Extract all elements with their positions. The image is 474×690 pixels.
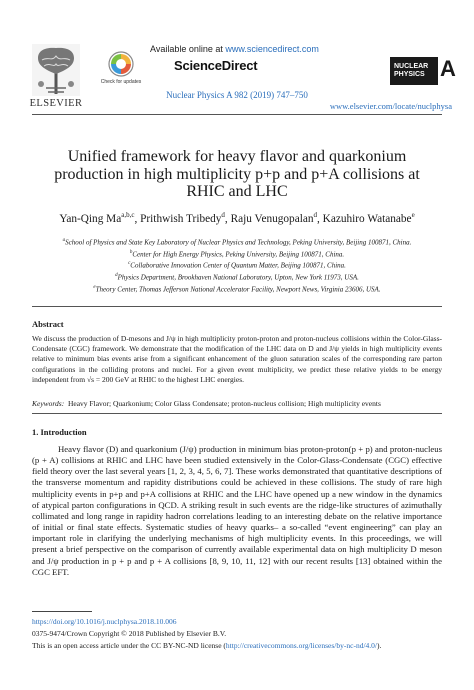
- available-prefix: Available online at: [150, 44, 226, 54]
- section-body: Heavy flavor (D) and quarkonium (J/ψ) production in minimum bias proton-proton(p + p) and proton-nucleus (p + A) collisions at RHIC and LHC have been studied extensively in the Color-Glass-Condensate (CGC) effective field theory over the last several years [1, 2, 3, 4, 5, 6, 7]. These works demonstrated that quantitative descriptions of the transverse momentum and rapidity distributions could be achieved in these collisions. The study of rare high multiplicity events in p+p and p+A collisions at RHIC and the LHC have opened up a new window in the dynamics of atypical parton configurations in QCD. A striking result in such events are the ridge-like structures of azimuthally collimated and long range in rapidity hadron correlations leading to an interesting debate on the relative importance of initial or final state effects. Systematic studies of heavy quarks– a so-called “event engineering” can play an important role in clarifying the underlying mechanisms of high multiplicity events. In this proceedings, we will present a brief perspective on the comparison of currently available experimental data on high multiplicity D meson and J/ψ production in p + p and p + A collisions [8, 9, 10, 11, 12] with our recent results [13] obtained within the CGC EFT.: [32, 444, 442, 577]
- title-line-1: Unified framework for heavy flavor and quarkonium: [67, 148, 407, 165]
- affiliation-item: [30, 283, 444, 295]
- crossmark-icon[interactable]: [108, 51, 134, 77]
- available-online: [150, 44, 360, 54]
- affiliation-sup: d: [115, 273, 118, 279]
- author-name: Kazuhiro Watanabe: [322, 212, 412, 225]
- journal-logo-letter: A: [440, 56, 456, 81]
- author-sup: d: [221, 211, 225, 219]
- article-title: [40, 148, 434, 201]
- journal-logo-line2: PHYSICS: [394, 71, 425, 78]
- author-name: Yan-Qing Ma: [59, 212, 122, 225]
- affiliation-text: School of Physics and State Key Laboratory of Nuclear Physics and Technology, Peking University, Beijing 100871, China.: [65, 238, 412, 247]
- section-heading: 1. Introduction: [32, 427, 87, 437]
- doi-link[interactable]: https://doi.org/10.1016/j.nuclphysa.2018.10.006: [32, 617, 177, 626]
- author-name: Raju Venugopalan: [230, 212, 314, 225]
- affiliation-text: Collaborative Innovation Center of Quantum Matter, Beijing 100871, China.: [130, 261, 346, 270]
- elsevier-tree-logo: [32, 44, 80, 96]
- affiliation-item: [30, 259, 444, 271]
- journal-url-link[interactable]: www.elsevier.com/locate/nuclphysa: [329, 101, 452, 111]
- nuclear-physics-logo: [390, 57, 438, 85]
- license-prefix: This is an open access article under the CC BY-NC-ND license (: [32, 641, 226, 650]
- affiliation-sup: e: [93, 284, 96, 290]
- affiliation-text: Theory Center, Thomas Jefferson National Accelerator Facility, Newport News, Virginia 23606, USA.: [95, 285, 381, 294]
- affiliation-text: Center for High Energy Physics, Peking University, Beijing 100871, China.: [132, 250, 345, 259]
- affiliation-item: [30, 236, 444, 248]
- sciencedirect-link[interactable]: www.sciencedirect.com: [225, 44, 319, 54]
- title-line-3: RHIC and LHC: [186, 183, 288, 200]
- sciencedirect-wordmark: ScienceDirect: [174, 58, 258, 73]
- footer-rule: [32, 611, 92, 612]
- affiliation-item: [30, 248, 444, 260]
- abstract-heading: Abstract: [32, 319, 64, 329]
- abstract-top-rule: [32, 306, 442, 307]
- affiliation-text: Physics Department, Brookhaven National Laboratory, Upton, New York 11973, USA.: [117, 273, 359, 282]
- author-sup: a,b,c: [121, 211, 135, 219]
- keywords: [32, 399, 442, 408]
- license-link[interactable]: http://creativecommons.org/licenses/by-nc-nd/4.0/: [225, 641, 377, 650]
- license-suffix: ).: [376, 641, 382, 650]
- affiliations: [30, 236, 444, 295]
- abstract-bottom-rule: [32, 413, 442, 414]
- journal-reference[interactable]: Nuclear Physics A 982 (2019) 747–750: [166, 90, 308, 100]
- author-name: Prithwish Tribedy: [140, 212, 222, 225]
- keywords-text: Heavy Flavor; Quarkonium; Color Glass Condensate; proton-nucleus collision; High multiplicity events: [67, 399, 381, 408]
- crossmark-label: Check for updates: [100, 79, 142, 85]
- issn-copyright: 0375-9474/Crown Copyright © 2018 Published by Elsevier B.V.: [32, 629, 227, 638]
- journal-logo-line1: NUCLEAR: [394, 63, 429, 70]
- header-rule: [32, 114, 442, 115]
- elsevier-wordmark: ELSEVIER: [29, 98, 83, 109]
- affiliation-sup: c: [128, 261, 131, 267]
- license-line: [32, 641, 381, 650]
- affiliation-sup: a: [62, 238, 66, 243]
- affiliation-item: [30, 271, 444, 283]
- abstract-text: We discuss the production of D-mesons and J/ψ in high multiplicity proton-proton and proton-nucleus collisions within the Color-Glass-Condensate (CGC) framework. We demonstrate that the modification of the LHC data on D and J/ψ yields in high multiplicity events relative to minimum bias events arise from a significant enhancement of the gluon saturation scales of the corresponding rare parton configurations in the colliding protons and nuclei. For a given event multiplicity, we predict these relative yields to be energy independent from √s = 200 GeV at RHIC to the highest LHC energies.: [32, 334, 442, 384]
- author-sup: d: [313, 211, 318, 219]
- author-sup: e: [411, 211, 415, 219]
- author-list: Yan-Qing Ma$^{a,b,c}$, Prithwish Tribedy$^d$, Raju Venugopalan$^d$, Kazuhiro Watanabe$^e$: [59, 211, 415, 225]
- keywords-label: Keywords:: [32, 399, 65, 408]
- affiliation-sup: b: [129, 249, 133, 255]
- title-line-2: production in high multiplicity p+p and p+A collisions at: [54, 165, 420, 183]
